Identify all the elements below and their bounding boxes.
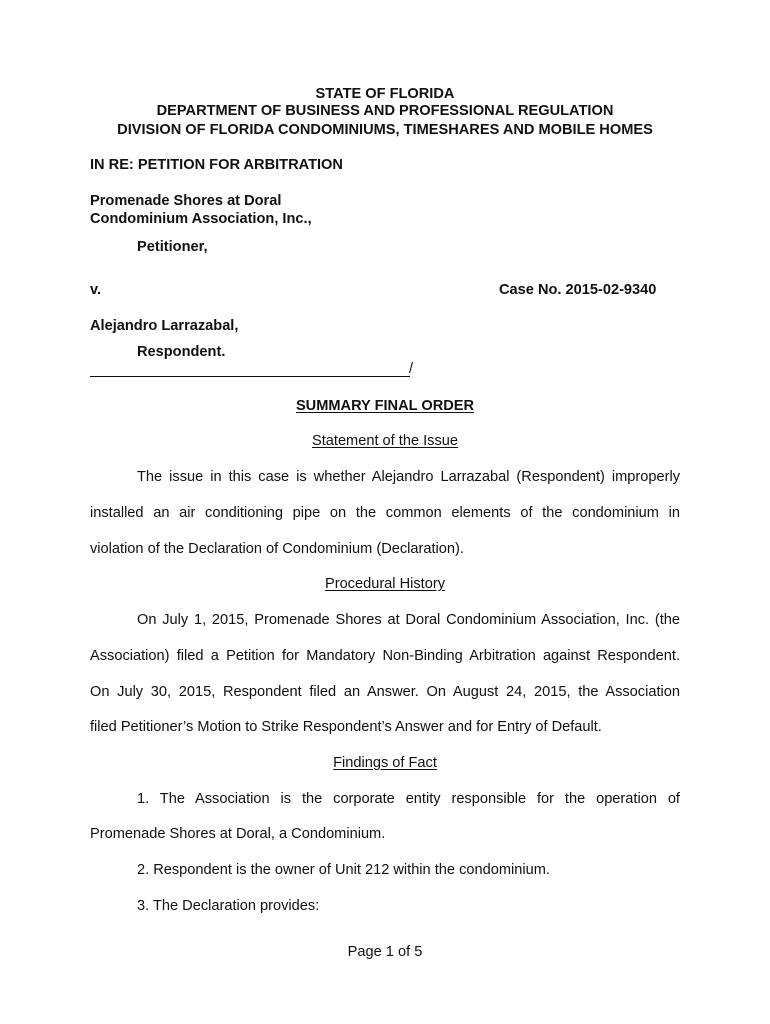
history-heading: Procedural History: [324, 576, 446, 592]
caption-rule: [90, 376, 410, 377]
issue-line-2: installed an air conditioning pipe on the common elements of the condominium in: [90, 505, 680, 521]
facts-heading: Findings of Fact: [333, 755, 437, 771]
petitioner-name-line2: Condominium Association, Inc.,: [90, 211, 312, 227]
respondent-name: Alejandro Larrazabal,: [90, 318, 239, 334]
history-line-2: Association) filed a Petition for Mandatory Non-Binding Arbitration against Respondent.: [90, 648, 680, 664]
in-re-line: IN RE: PETITION FOR ARBITRATION: [90, 157, 343, 173]
caption-slash: /: [409, 361, 414, 377]
fact-1-line-1: 1. The Association is the corporate entity responsible for the operation of: [137, 791, 680, 807]
issue-heading: Statement of the Issue: [311, 433, 459, 449]
issue-line-1: The issue in this case is whether Alejandro Larrazabal (Respondent) improperly: [137, 469, 680, 485]
fact-2: 2. Respondent is the owner of Unit 212 within the condominium.: [137, 862, 550, 878]
petitioner-role: Petitioner,: [137, 239, 208, 255]
header-department: DEPARTMENT OF BUSINESS AND PROFESSIONAL REGULATION: [156, 103, 614, 119]
versus: v.: [90, 282, 102, 298]
petitioner-name-line1: Promenade Shores at Doral: [90, 193, 282, 209]
header-state: STATE OF FLORIDA: [315, 86, 455, 102]
case-number: Case No. 2015-02-9340: [499, 282, 657, 298]
history-line-4: filed Petitioner’s Motion to Strike Respondent’s Answer and for Entry of Default.: [90, 719, 602, 735]
respondent-role: Respondent.: [137, 344, 226, 360]
history-line-1: On July 1, 2015, Promenade Shores at Doral Condominium Association, Inc. (the: [137, 612, 680, 628]
history-line-3: On July 30, 2015, Respondent filed an Answer. On August 24, 2015, the Association: [90, 684, 680, 700]
page-number: Page 1 of 5: [347, 944, 423, 960]
fact-3: 3. The Declaration provides:: [137, 898, 320, 914]
order-title: SUMMARY FINAL ORDER: [295, 398, 475, 414]
fact-1-line-2: Promenade Shores at Doral, a Condominium.: [90, 826, 386, 842]
issue-line-3: violation of the Declaration of Condominium (Declaration).: [90, 541, 464, 557]
header-division: DIVISION OF FLORIDA CONDOMINIUMS, TIMESHARES AND MOBILE HOMES: [117, 122, 653, 138]
